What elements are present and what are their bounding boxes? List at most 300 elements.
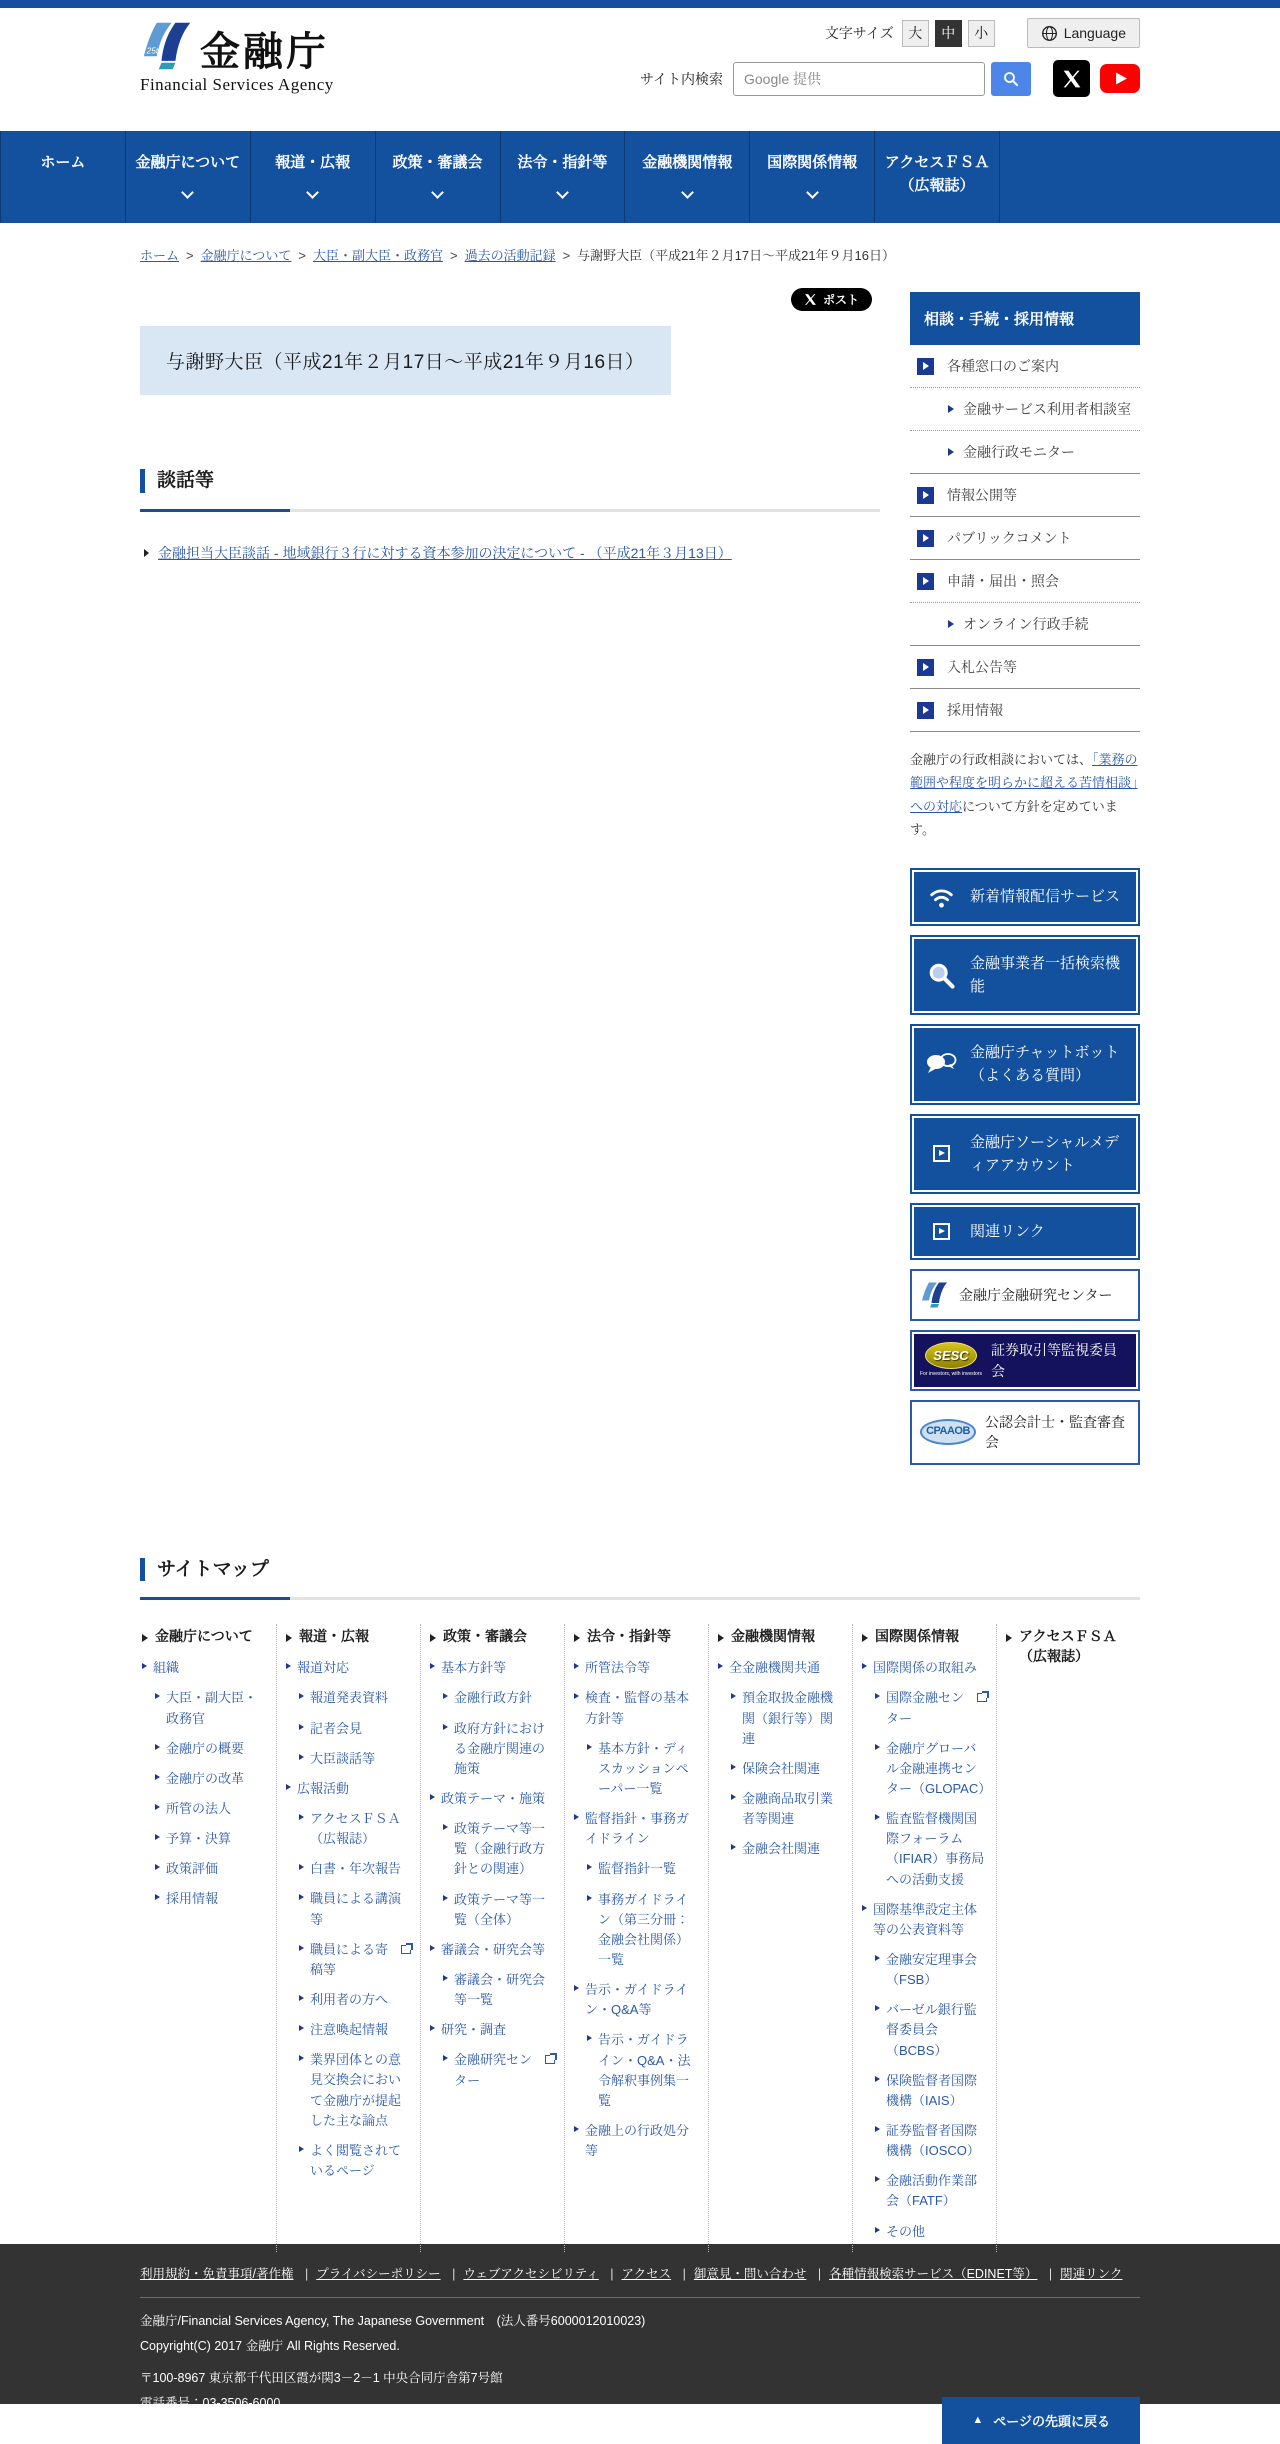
triangle-icon <box>299 1724 304 1730</box>
triangle-icon <box>299 2055 304 2061</box>
org-link-research-center[interactable] <box>910 1269 1140 1321</box>
breadcrumb-link[interactable]: 金融庁について <box>200 248 292 263</box>
triangle-icon <box>299 1754 304 1760</box>
sitemap-item-label: 告示・ガイドライン・Q&A等 <box>585 1982 689 2018</box>
site-subtitle: Financial Services Agency <box>140 75 334 94</box>
triangle-icon <box>142 1663 147 1669</box>
fontsize-label: 文字サイズ <box>824 25 894 41</box>
main-column <box>140 272 880 564</box>
breadcrumb-link[interactable]: ホーム <box>140 248 180 263</box>
sitemap-column-header[interactable] <box>430 1626 555 1646</box>
sitemap-item-label: 利用者の方へ <box>310 1992 389 2007</box>
back-to-top-button[interactable] <box>942 2397 1140 2444</box>
site-search <box>640 60 1140 97</box>
chevron-down-icon <box>806 186 819 199</box>
sitemap-item[interactable] <box>286 1688 411 1708</box>
triangle-up-icon: ▲ <box>972 2414 984 2427</box>
nav-item[interactable] <box>749 131 874 223</box>
banner-related-links[interactable] <box>910 1203 1140 1260</box>
x-logo-icon <box>1062 69 1082 89</box>
sitemap-item[interactable] <box>286 1940 411 1980</box>
sitemap-item-label: 大臣・副大臣・政務官 <box>166 1690 258 1726</box>
chat-bubbles-icon <box>922 1051 960 1077</box>
triangle-icon <box>574 1814 579 1820</box>
sitemap-item[interactable] <box>574 2121 699 2161</box>
sitemap-item-label: 所管の法人 <box>166 1801 232 1817</box>
sitemap-item-label: 政策テーマ等一覧（金融行政方針との関連） <box>454 1821 546 1877</box>
sitemap-columns <box>140 1624 1140 2279</box>
footer-link[interactable]: 関連リンク <box>1060 2267 1123 2281</box>
sitemap-item[interactable] <box>574 1658 699 1678</box>
triangle-icon <box>155 1744 160 1750</box>
external-link-icon <box>977 1693 987 1702</box>
sitemap-column-header[interactable] <box>718 1626 843 1646</box>
chevron-down-icon <box>181 186 194 199</box>
sitemap-item-label: 審議会・研究会等 <box>441 1941 546 1957</box>
triangle-icon <box>142 1634 148 1642</box>
search-input[interactable] <box>733 62 985 96</box>
search-icon <box>922 960 960 990</box>
sesc-logo-text: SESC <box>925 1342 977 1369</box>
sidebar-menu-item[interactable] <box>910 388 1140 431</box>
sitemap-item[interactable] <box>574 1688 699 1728</box>
sitemap-item[interactable] <box>862 2000 987 2060</box>
footer-link[interactable]: 利用規約・免責事項/著作権 <box>140 2267 294 2281</box>
sitemap-item[interactable] <box>142 1829 267 1849</box>
section-heading: 談話等 <box>140 469 880 493</box>
youtube-icon <box>1100 64 1140 93</box>
triangle-icon <box>875 2005 880 2011</box>
breadcrumb-separator: > <box>298 248 306 263</box>
sitemap-column-header[interactable] <box>862 1626 987 1646</box>
breadcrumb-separator: > <box>449 248 458 263</box>
sitemap-item[interactable] <box>286 1749 411 1769</box>
breadcrumb <box>140 223 1140 272</box>
sitemap-item[interactable] <box>286 2141 411 2181</box>
sitemap-item[interactable] <box>142 1889 267 1909</box>
sidebar-note-text: について方針を定めています。 <box>910 798 1118 838</box>
nav-item[interactable] <box>0 131 125 223</box>
sidebar-menu-item[interactable] <box>910 431 1140 474</box>
sitemap-item[interactable] <box>142 1688 267 1728</box>
triangle-icon <box>443 2055 448 2061</box>
search-label: サイト内検索 <box>639 70 723 87</box>
sidebar-menu-item-label: 採用情報 <box>947 702 1003 718</box>
org-link-label: 公認会計士・監査審査会 <box>985 1413 1125 1451</box>
nav-item-label: ホーム <box>40 154 86 171</box>
sitemap-column-header[interactable] <box>1006 1626 1131 1667</box>
sidebar-menu-item[interactable] <box>910 646 1140 689</box>
fsa-mark-icon <box>920 1281 950 1309</box>
sesc-logo <box>920 1342 982 1378</box>
sitemap-item[interactable] <box>430 1819 555 1879</box>
sitemap-item-label: よく閲覧されているページ <box>310 2142 402 2178</box>
sitemap-item-label: 告示・ガイドライン・Q&A・法令解釈事例集一覧 <box>598 2032 691 2108</box>
arrow-square-icon <box>917 659 934 676</box>
sitemap-column-title: アクセスＦＳＡ（広報誌） <box>1019 1628 1117 1665</box>
breadcrumb-separator: > <box>562 248 571 263</box>
sidebar <box>910 292 1140 1474</box>
nav-item-label: 金融機関情報 <box>642 154 733 171</box>
sitemap-item-label: 全金融機関共通 <box>729 1660 821 1676</box>
triangle-icon <box>286 1663 291 1669</box>
triangle-icon <box>443 1895 448 1901</box>
nav-item-label: 国際関係情報 <box>767 154 858 171</box>
sitemap-item-label: 金融安定理事会（FSB） <box>886 1952 978 1988</box>
sitemap-item-label: 注意喚起情報 <box>310 2022 389 2038</box>
sitemap-column-header[interactable] <box>574 1626 699 1646</box>
fsa-logo-badge: 25th <box>146 45 163 56</box>
sitemap-item-label: 金融庁の改革 <box>166 1770 245 1786</box>
footer-link[interactable]: ウェブアクセシビリティ <box>463 2267 599 2281</box>
triangle-icon <box>155 1804 160 1810</box>
sitemap-item-label: 採用情報 <box>166 1891 219 1907</box>
sitemap-item[interactable] <box>574 1859 699 1879</box>
nav-item-label: アクセスＦＳＡ（広報誌） <box>884 154 990 194</box>
chevron-down-icon <box>556 186 569 199</box>
triangle-icon <box>155 1834 160 1840</box>
sidebar-menu-item-label: 金融サービス利用者相談室 <box>963 401 1131 417</box>
chevron-down-icon <box>306 186 319 199</box>
banner-news-feed[interactable] <box>910 868 1140 926</box>
site-footer <box>0 2244 1280 2410</box>
nav-item[interactable] <box>250 131 375 223</box>
sitemap-list <box>430 1658 555 2090</box>
triangle-icon <box>299 1945 304 1951</box>
nav-item-label: 報道・広報 <box>275 154 351 171</box>
sitemap-item[interactable] <box>718 1688 843 1748</box>
triangle-icon <box>587 2035 592 2041</box>
sitemap-item[interactable] <box>430 2020 555 2040</box>
banner-label: 金融庁ソーシャルメディアアカウント <box>970 1133 1119 1174</box>
sitemap-item[interactable] <box>430 1970 555 2010</box>
triangle-icon <box>443 1975 448 1981</box>
sitemap-item[interactable] <box>718 1658 843 1678</box>
banner-social-media[interactable] <box>910 1114 1140 1195</box>
sitemap-item-label: 予算・決算 <box>166 1831 232 1847</box>
sitemap-item[interactable] <box>718 1759 843 1779</box>
sidebar-menu-item-label: 入札公告等 <box>947 659 1017 675</box>
nav-item[interactable] <box>624 131 749 223</box>
sitemap-item-label: 職員による寄稿等 <box>310 1941 389 1977</box>
sitemap-item-label: 職員による講演等 <box>310 1891 402 1927</box>
sidebar-menu-item[interactable] <box>910 603 1140 646</box>
triangle-icon <box>286 1784 291 1790</box>
triangle-icon <box>155 1774 160 1780</box>
footer-link[interactable]: 御意見・問い合わせ <box>693 2267 807 2281</box>
sitemap-item-label: 政府方針における金融庁関連の施策 <box>454 1720 546 1776</box>
sitemap-item-label: 組織 <box>153 1660 180 1676</box>
breadcrumb-link[interactable]: 過去の活動記録 <box>464 248 556 263</box>
header-controls <box>640 18 1140 97</box>
sitemap-item-label: 事務ガイドライン（第三分冊：金融会社関係）一覧 <box>598 1891 690 1967</box>
sidebar-menu-item-label: 情報公開等 <box>947 487 1017 503</box>
sitemap-item-label: 基本方針等 <box>441 1660 507 1676</box>
footer-phone: 電話番号：03-3506-6000 <box>140 2396 281 2410</box>
fontsize-large-button[interactable]: 大 <box>902 20 929 47</box>
sidebar-menu-item-label: 申請・届出・照会 <box>947 573 1059 589</box>
sitemap-item[interactable] <box>862 2071 987 2111</box>
sitemap-item[interactable] <box>862 1809 987 1890</box>
banner-label: 新着情報配信サービス <box>970 887 1121 905</box>
triangle-icon <box>443 1824 448 1830</box>
nav-item[interactable] <box>874 131 1000 223</box>
sitemap-item[interactable] <box>286 1889 411 1929</box>
language-label: Language <box>1063 25 1126 41</box>
triangle-icon <box>299 1864 304 1870</box>
sidebar-header: 相談・手続・採用情報 <box>910 292 1140 345</box>
sitemap-item[interactable] <box>286 1658 411 1678</box>
sitemap-item-label: 政策テーマ等一覧（全体） <box>454 1891 546 1927</box>
triangle-icon <box>299 1814 304 1820</box>
sidebar-menu-item[interactable] <box>910 689 1140 732</box>
box-arrow-icon <box>922 1223 960 1240</box>
sitemap-item-label: 監督指針・事務ガイドライン <box>585 1811 690 1847</box>
footer-link[interactable]: 各種情報検索サービス（EDINET等） <box>829 2267 1038 2281</box>
sitemap-item[interactable] <box>862 2171 987 2211</box>
footer-link[interactable]: プライバシーポリシー <box>316 2267 441 2281</box>
sitemap-column-about <box>140 1624 276 2252</box>
sitemap-item[interactable] <box>862 1658 987 1678</box>
sitemap-item-label: アクセスＦＳＡ（広報誌） <box>310 1811 401 1847</box>
sitemap-item[interactable] <box>862 2222 987 2242</box>
sitemap-item[interactable] <box>574 1980 699 2020</box>
sitemap-item[interactable] <box>718 1789 843 1829</box>
sitemap-item-label: 保険会社関連 <box>742 1760 821 1776</box>
sitemap-item[interactable] <box>430 1719 555 1779</box>
sitemap-item-label: 白書・年次報告 <box>310 1861 402 1877</box>
sitemap-list <box>862 1658 992 2241</box>
triangle-icon <box>286 1634 292 1642</box>
arrow-square-icon <box>917 530 934 547</box>
sitemap-list <box>574 1658 699 2161</box>
fontsize-medium-button[interactable]: 中 <box>935 20 962 47</box>
org-link-cpaaob[interactable] <box>910 1400 1140 1465</box>
sitemap-item[interactable] <box>718 1839 843 1859</box>
cpaaob-logo <box>920 1419 976 1445</box>
triangle-icon <box>155 1864 160 1870</box>
sitemap-item-label: 金融商品取引業者等関連 <box>742 1791 834 1827</box>
org-link-label: 証券取引等監視委員会 <box>990 1342 1117 1379</box>
org-link-sesc[interactable] <box>910 1330 1140 1391</box>
sitemap-item-label: 報道発表資料 <box>310 1690 389 1706</box>
sidebar-note-link[interactable]: 「業務の範囲や程度を明らかに超える苦情相談」への対応 <box>910 752 1138 814</box>
sitemap-item-label: 証券監督者国際機構（IOSCO） <box>886 2122 980 2159</box>
banner-operator-search[interactable] <box>910 935 1140 1016</box>
sitemap-item[interactable] <box>142 1799 267 1819</box>
sitemap-item[interactable] <box>862 1900 987 1940</box>
x-logo-icon <box>804 293 817 306</box>
arrow-square-icon <box>948 620 954 628</box>
sitemap-item[interactable] <box>862 1688 987 1728</box>
footer-address: 〒100-8967 東京都千代田区霞が関3－2－1 中央合同庁舎第7号館 <box>140 2371 503 2385</box>
triangle-icon <box>430 1794 435 1800</box>
sidebar-menu-item-label: パブリックコメント <box>947 530 1072 546</box>
sitemap-column-header[interactable] <box>286 1626 411 1646</box>
sidebar-menu-item-label: オンライン行政手続 <box>963 616 1089 632</box>
sitemap-item-label: 所管法令等 <box>585 1660 651 1676</box>
arrow-square-icon <box>917 702 934 719</box>
fsa-logo[interactable] <box>140 20 334 95</box>
sidebar-menu-item-label: 各種窓口のご案内 <box>947 358 1059 374</box>
sitemap-item-label: 検査・監督の基本方針等 <box>585 1690 690 1726</box>
chevron-down-icon <box>431 186 444 199</box>
sitemap-item-label: 金融活動作業部会（FATF） <box>886 2173 978 2209</box>
footer-agency-line: 金融庁/Financial Services Agency, The Japanese Government (法人番号6000012010023) <box>140 2314 646 2328</box>
sitemap-item-label: 政策テーマ・施策 <box>441 1791 546 1807</box>
triangle-icon <box>875 2076 880 2082</box>
sitemap-item-label: 金融庁の概要 <box>166 1740 245 1756</box>
sitemap-item[interactable] <box>142 1658 267 1678</box>
language-button[interactable] <box>1027 18 1140 48</box>
sitemap-item[interactable] <box>430 2050 555 2090</box>
search-button[interactable] <box>991 62 1031 96</box>
triangle-icon <box>574 1985 579 1991</box>
sidebar-menu-item-label: 金融行政モニター <box>963 444 1075 460</box>
footer-link[interactable]: アクセス <box>621 2267 672 2281</box>
sitemap-item[interactable] <box>574 1739 699 1799</box>
sidebar-menu-item[interactable] <box>910 474 1140 517</box>
sitemap-item-label: 預金取扱金融機関（銀行等）関連 <box>742 1690 834 1746</box>
sidebar-note <box>910 748 1140 842</box>
triangle-icon <box>574 1634 580 1642</box>
sitemap-item-label: 保険監督者国際機構（IAIS） <box>886 2072 978 2108</box>
sitemap-item[interactable] <box>430 1789 555 1809</box>
triangle-icon <box>443 1724 448 1730</box>
sidebar-menu-item[interactable] <box>910 560 1140 603</box>
global-nav-list <box>0 131 1000 223</box>
nav-item[interactable] <box>125 131 250 223</box>
sitemap-column-header[interactable] <box>142 1626 267 1646</box>
external-link-icon <box>401 1945 411 1954</box>
breadcrumb-link[interactable]: 大臣・副大臣・政務官 <box>312 248 443 263</box>
banner-label: 金融庁チャットボット（よくある質問） <box>970 1044 1120 1085</box>
sitemap-item-label: 監査監督機関国際フォーラム（IFIAR）事務局への活動支援 <box>886 1811 985 1887</box>
nav-item[interactable] <box>500 131 625 223</box>
sitemap-item[interactable] <box>286 1809 411 1849</box>
nav-item-label: 政策・審議会 <box>392 154 483 171</box>
sitemap-list <box>718 1658 843 1859</box>
footer-divider <box>140 2297 1140 2298</box>
sitemap-item[interactable] <box>286 1990 411 2010</box>
sitemap-item[interactable] <box>430 1658 555 1678</box>
chevron-down-icon <box>681 186 694 199</box>
x-post-label: ポスト <box>822 293 859 307</box>
footer-links <box>140 2264 1140 2282</box>
sitemap-item[interactable] <box>430 1890 555 1930</box>
sitemap-item-label: 政策評価 <box>166 1861 219 1877</box>
sitemap-item-label: 国際基準設定主体等の公表資料等 <box>873 1901 978 1937</box>
nav-item[interactable] <box>375 131 500 223</box>
banner-chatbot[interactable] <box>910 1024 1140 1105</box>
external-link-icon <box>545 2055 555 2064</box>
arrow-square-icon <box>917 487 934 504</box>
sitemap-item[interactable] <box>862 1739 992 1799</box>
x-post-button[interactable] <box>791 288 872 311</box>
sitemap-item[interactable] <box>142 1859 267 1879</box>
fontsize-controls <box>825 18 1140 48</box>
sitemap-item[interactable] <box>286 2050 411 2131</box>
sitemap-item-label: 金融行政方針 <box>454 1690 533 1706</box>
sitemap-item-label: 金融庁グローバル金融連携センター（GLOPAC） <box>886 1740 992 1797</box>
org-link-label: 金融庁金融研究センター <box>959 1287 1113 1304</box>
triangle-icon <box>731 1693 736 1699</box>
triangle-bullet-icon <box>144 549 149 557</box>
triangle-icon <box>587 1744 592 1750</box>
sidebar-menu-item[interactable] <box>910 517 1140 560</box>
sitemap-item[interactable] <box>430 1688 555 1708</box>
back-to-top-label: ページの先頭に戻る <box>993 2413 1110 2429</box>
sitemap-item[interactable] <box>142 1769 267 1789</box>
sitemap-column-title: 政策・審議会 <box>443 1628 527 1645</box>
triangle-icon <box>430 2025 435 2031</box>
sitemap-column-international <box>852 1624 996 2252</box>
arrow-square-icon <box>917 358 934 375</box>
sitemap-item[interactable] <box>286 1779 411 1799</box>
sitemap-column-institutions <box>708 1624 852 2252</box>
triangle-icon <box>587 1895 592 1901</box>
site-header <box>140 8 1140 131</box>
triangle-icon <box>875 2176 880 2182</box>
arrow-square-icon <box>917 573 934 590</box>
triangle-icon <box>299 1693 304 1699</box>
sitemap-item-label: 金融研究センター <box>454 2052 533 2088</box>
triangle-icon <box>862 1905 867 1911</box>
sitemap-item-label: 報道対応 <box>297 1660 350 1676</box>
sitemap-item-label: バーゼル銀行監督委員会（BCBS） <box>886 2002 977 2058</box>
sitemap-item[interactable] <box>286 1719 411 1739</box>
triangle-icon <box>430 1634 436 1642</box>
sitemap-item-label: 基本方針・ディスカッションペーパー一覧 <box>598 1740 689 1797</box>
triangle-icon <box>875 1744 880 1750</box>
sitemap-item[interactable] <box>286 2020 411 2040</box>
triangle-icon <box>1006 1634 1012 1642</box>
triangle-icon <box>875 1955 880 1961</box>
breadcrumb-separator: > <box>186 248 194 263</box>
sidebar-menu-item[interactable] <box>910 345 1140 388</box>
triangle-icon <box>430 1945 435 1951</box>
triangle-icon <box>574 1663 579 1669</box>
sitemap-item-label: その他 <box>886 2223 926 2239</box>
sitemap-item[interactable] <box>430 1940 555 1960</box>
nav-item-label: 金融庁について <box>135 154 241 171</box>
triangle-icon <box>718 1634 724 1642</box>
site-title: 金融庁 <box>200 30 329 74</box>
sitemap-item-label: 業界団体との意見交換会において金融庁が提起した主な論点 <box>310 2052 402 2128</box>
sitemap-item[interactable] <box>862 1950 987 1990</box>
youtube-button[interactable] <box>1100 60 1140 97</box>
sitemap-item[interactable] <box>574 1890 699 1971</box>
talk-link[interactable]: 金融担当大臣談話 - 地域銀行３行に対する資本参加の決定について - （平成21年３月13日） <box>158 544 732 561</box>
fsa-logo-top <box>140 20 334 72</box>
sitemap-item[interactable] <box>286 1859 411 1879</box>
sitemap-item[interactable] <box>574 1809 699 1849</box>
sidebar-menu <box>910 345 1140 732</box>
triangle-icon <box>299 2146 304 2152</box>
talk-link-row <box>140 542 880 564</box>
content-area <box>140 272 1140 1474</box>
triangle-icon <box>731 1794 736 1800</box>
sitemap-item[interactable] <box>142 1739 267 1759</box>
sitemap-list <box>286 1658 411 2181</box>
sitemap-item[interactable] <box>862 2121 987 2161</box>
triangle-icon <box>299 1995 304 2001</box>
sitemap-item[interactable] <box>574 2030 699 2111</box>
triangle-icon <box>155 1894 160 1900</box>
fontsize-small-button[interactable]: 小 <box>968 20 995 47</box>
x-twitter-button[interactable] <box>1053 60 1090 97</box>
triangle-icon <box>587 1864 592 1870</box>
